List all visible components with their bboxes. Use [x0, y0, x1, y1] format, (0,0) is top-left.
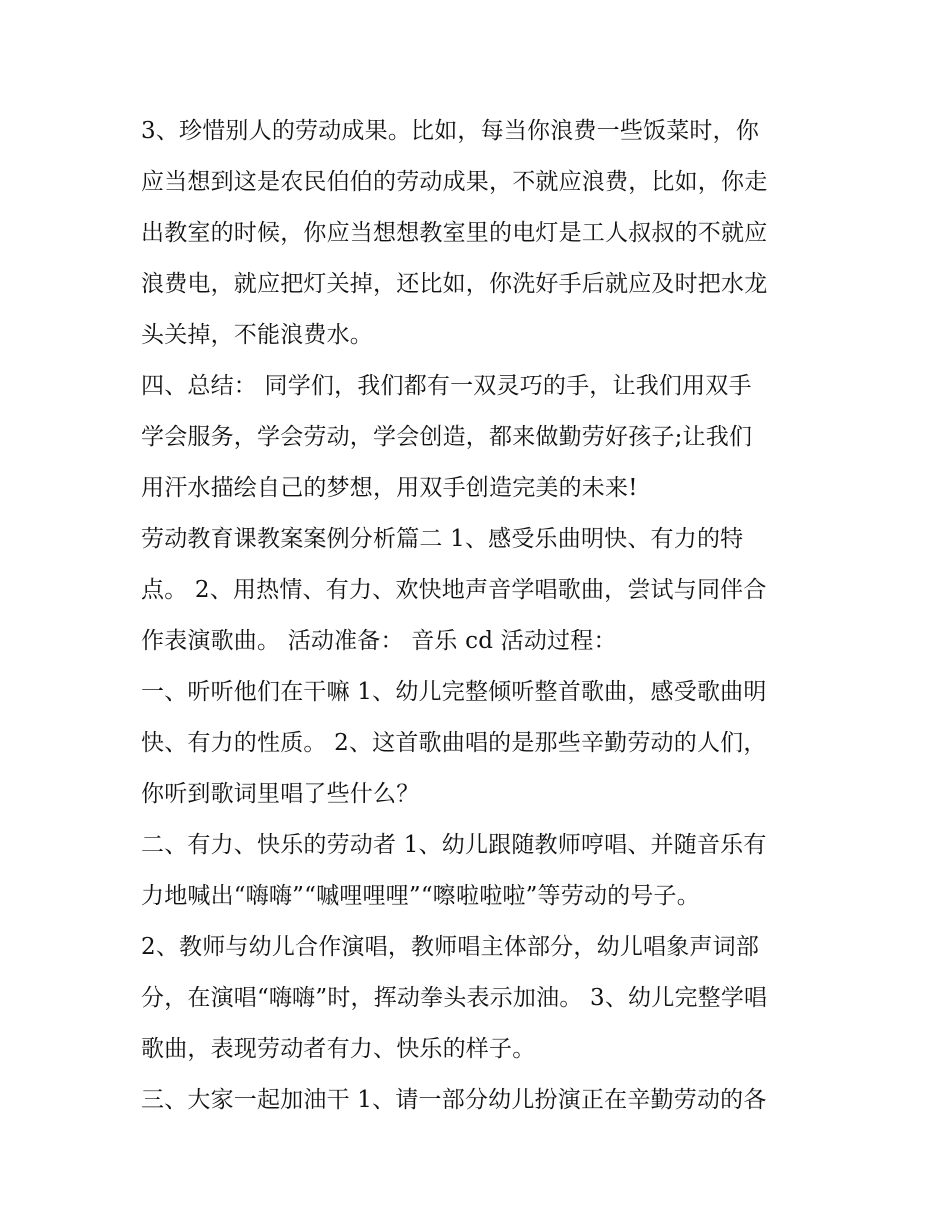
text-line: 快、有力的性质。 2、这首歌曲唱的是那些辛勤劳动的人们，: [141, 730, 767, 756]
text-line: 作表演歌曲。 活动准备： 音乐 cd 活动过程：: [141, 628, 617, 654]
text-line: 三、大家一起加油干 1、请一部分幼儿扮演正在辛勤劳动的各: [141, 1087, 767, 1113]
text-line: 一、听听他们在干嘛 1、幼儿完整倾听整首歌曲，感受歌曲明: [141, 679, 767, 705]
text-line: 点。 2、用热情、有力、欢快地声音学唱歌曲，尝试与同伴合: [141, 577, 767, 603]
text-line: 出教室的时候，你应当想想教室里的电灯是工人叔叔的不就应: [141, 220, 768, 246]
text-line: 歌曲，表现劳动者有力、快乐的样子。: [141, 1036, 536, 1062]
text-line: 分，在演唱“嗨嗨”时，挥动拳头表示加油。 3、幼儿完整学唱: [141, 985, 768, 1011]
text-line: 应当想到这是农民伯伯的劳动成果，不就应浪费，比如，你走: [141, 169, 768, 195]
text-line: 四、总结： 同学们，我们都有一双灵巧的手，让我们用双手: [141, 373, 752, 399]
text-line: 浪费电，就应把灯关掉，还比如，你洗好手后就应及时把水龙: [141, 271, 768, 297]
text-line: 力地喊出“嗨嗨”“嘁哩哩哩”“嚓啦啦啦”等劳动的号子。: [141, 883, 700, 909]
text-line: 学会服务，学会劳动，学会创造，都来做勤劳好孩子;让我们: [141, 424, 753, 450]
text-line: 2、教师与幼儿合作演唱，教师唱主体部分，幼儿唱象声词部: [141, 934, 760, 960]
text-line: 头关掉，不能浪费水。: [141, 322, 373, 348]
text-line: 用汗水描绘自己的梦想，用双手创造完美的未来!: [141, 475, 638, 501]
document-body: [141, 106, 831, 1126]
text-line: 二、有力、快乐的劳动者 1、幼儿跟随教师哼唱、并随音乐有: [141, 832, 767, 858]
text-line: 你听到歌词里唱了些什么？: [141, 781, 420, 807]
text-line: 3、珍惜别人的劳动成果。比如，每当你浪费一些饭菜时，你: [141, 118, 760, 144]
text-line: 劳动教育课教案案例分析篇二 1、感受乐曲明快、有力的特: [141, 526, 744, 552]
